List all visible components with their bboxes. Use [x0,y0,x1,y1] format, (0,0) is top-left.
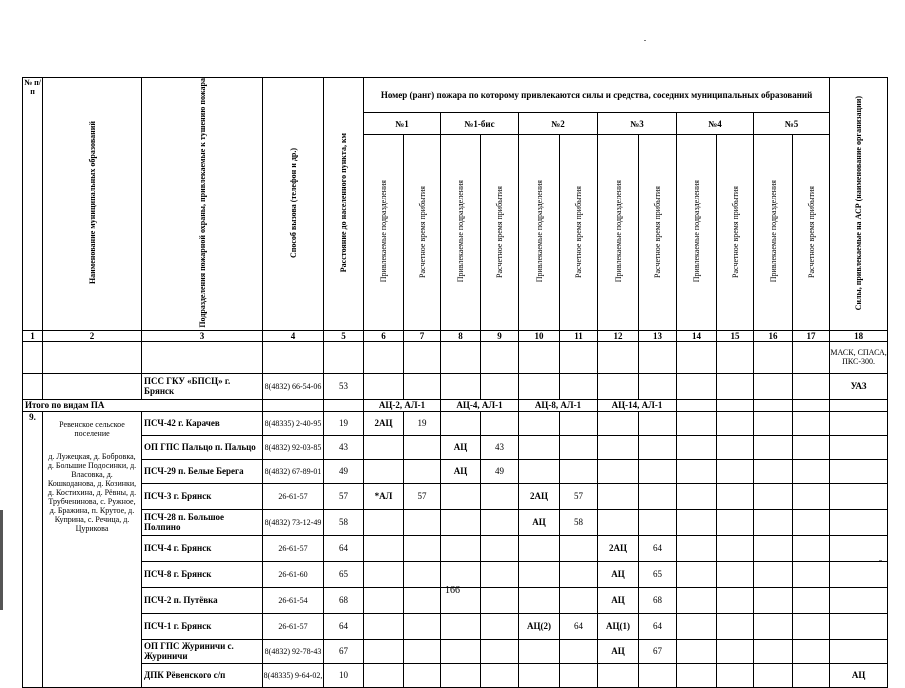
col-number: 8 [441,330,481,341]
header-num: № п/п [23,78,43,331]
header-sub-time: Расчетное время прибытия [404,135,441,330]
col-number: 4 [263,330,324,341]
asr-forces-cell: МАСК, СПАСА, ПКС-300. [830,341,888,373]
unit-phone: 26-61-60 [263,561,324,587]
unit-name: ОП ГПС Журиничи с. Журиничи [142,639,263,663]
unit-name: ПСЧ-28 п. Большое Полпино [142,509,263,535]
col-number: 5 [324,330,364,341]
header-sub-units: Привлекаемые подразделения [677,135,717,330]
unit-phone: 8(48335) 9-64-02, [263,663,324,687]
table-row: ПСЧ-2 п. Путёвка 26-61-54 68 АЦ 68 [23,587,888,613]
unit-name: ОП ГПС Пальцо п. Пальцо [142,435,263,459]
unit-distance: 19 [324,411,364,435]
unit-distance: 67 [324,639,364,663]
header-rank-2: №2 [519,113,598,135]
col-number: 18 [830,330,888,341]
unit-phone: 26-61-57 [263,483,324,509]
header-municipality: Наименование муниципальных образований [43,78,142,331]
table-row: ПСЧ-29 п. Белые Берега 8(4832) 67-89-01 49 АЦ 49 [23,459,888,483]
col-number: 16 [754,330,793,341]
header-units: Подразделения пожарной охраны, привлекаемые к тушению пожара [142,78,263,331]
totals-rank-1bis: АЦ-4, АЛ-1 [441,399,519,411]
unit-distance: 64 [324,613,364,639]
table-row: ПСЧ-28 п. Большое Полпино 8(4832) 73-12-49 58 АЦ 58 [23,509,888,535]
col-number: 14 [677,330,717,341]
unit-name: ПСЧ-3 г. Брянск [142,483,263,509]
unit-distance: 68 [324,587,364,613]
totals-rank-1: АЦ-2, АЛ-1 [364,399,441,411]
unit-phone: 8(4832) 66-54-06 [263,373,324,399]
header-sub-time: Расчетное время прибытия [560,135,598,330]
col-number: 15 [717,330,754,341]
asr-forces-cell: УАЗ [830,373,888,399]
header-sub-time: Расчетное время прибытия [717,135,754,330]
table-row: ПСЧ-3 г. Брянск 26-61-57 57 *АЛ 57 2АЦ 57 [23,483,888,509]
table-row: ПСЧ-1 г. Брянск 26-61-57 64 АЦ(2) 64 АЦ(1) 64 [23,613,888,639]
header-distance: Расстояние до населенного пункта, км [324,78,364,331]
column-number-row [23,330,888,341]
header-call-method: Способ вызова (телефон и др.) [263,78,324,331]
table-row [23,341,888,373]
totals-rank-2: АЦ-8, АЛ-1 [519,399,598,411]
col-number: 6 [364,330,404,341]
unit-distance: 53 [324,373,364,399]
unit-name: ПСЧ-8 г. Брянск [142,561,263,587]
col-number: 2 [43,330,142,341]
header-sub-time: Расчетное время прибытия [639,135,677,330]
unit-phone: 8(4832) 92-78-43 [263,639,324,663]
unit-distance: 49 [324,459,364,483]
table-row: ОП ГПС Пальцо п. Пальцо 8(4832) 92-03-85 43 АЦ 43 [23,435,888,459]
header-sub-units: Привлекаемые подразделения [754,135,793,330]
unit-name: ПСЧ-29 п. Белые Берега [142,459,263,483]
municipality-name: Ревенское сельское поселение [59,419,125,438]
unit-name: ПСЧ-4 г. Брянск [142,535,263,561]
unit-distance: 57 [324,483,364,509]
unit-phone: 26-61-57 [263,613,324,639]
unit-phone: 26-61-57 [263,535,324,561]
section-number: 9. [23,411,43,687]
page-number: 166 [445,585,460,596]
table-row: ОП ГПС Журиничи с. Журиничи 8(4832) 92-78-43 67 АЦ 67 [23,639,888,663]
header-sub-time: Расчетное время прибытия [481,135,519,330]
totals-label: Итого по видам ПА [23,399,263,411]
col-number: 11 [560,330,598,341]
unit-name: ПСЧ-2 п. Путёвка [142,587,263,613]
totals-row [23,399,888,411]
header-rank-5: №5 [754,113,830,135]
col-number: 17 [793,330,830,341]
header-sub-units: Привлекаемые подразделения [364,135,404,330]
header-rank-4: №4 [677,113,754,135]
col-number: 12 [598,330,639,341]
col-number: 7 [404,330,441,341]
header-asr-forces: Силы, привлекаемые на АСР (наименование организации) [830,78,888,331]
col-number: 13 [639,330,677,341]
unit-distance: 65 [324,561,364,587]
col-number: 9 [481,330,519,341]
fire-forces-table [22,77,888,688]
unit-phone: 8(4832) 67-89-01 [263,459,324,483]
municipality-cell [43,411,142,687]
unit-distance: 43 [324,435,364,459]
unit-phone: 26-61-54 [263,587,324,613]
unit-phone: 8(4832) 92-03-85 [263,435,324,459]
unit-name: ПСС ГКУ «БПСЦ» г. Брянск [142,373,263,399]
table-row [23,373,888,399]
settlement-list: д. Лужецкая, д. Бобровка, д. Большие Подосинки, д. Власовка, д. Кошкоданова, д. Козинки, д. Костихина, д. Рёвны, д. Трубчениновa, с. Ружное, д. Бражина, п. Крутое, д. Куприна, с. Речица, д. Цурикова [47,451,137,533]
header-sub-units: Привлекаемые подразделения [519,135,560,330]
totals-rank-3: АЦ-14, АЛ-1 [598,399,677,411]
table-row: ПСЧ-8 г. Брянск 26-61-60 65 АЦ 65 [23,561,888,587]
header-sub-units: Привлекаемые подразделения [441,135,481,330]
unit-distance: 58 [324,509,364,535]
table-row: ДПК Рёвенского с/п 8(48335) 9-64-02, 10 АЦ [23,663,888,687]
unit-distance: 64 [324,535,364,561]
unit-phone: 8(4832) 73-12-49 [263,509,324,535]
col-number: 1 [23,330,43,341]
header-rank-1bis: №1-бис [441,113,519,135]
header-sub-units: Привлекаемые подразделения [598,135,639,330]
header-rank-1: №1 [364,113,441,135]
header-rank-group: Номер (ранг) пожара по которому привлекаются силы и средства, соседних муниципальных образований [364,78,830,113]
unit-name: ПСЧ-42 г. Карачев [142,411,263,435]
table-row: ПСЧ-4 г. Брянск 26-61-57 64 2АЦ 64 [23,535,888,561]
table-row: 9. Ревенское сельское поселение д. Лужецкая, д. Бобровка, д. Большие Подосинки, д. Власовка, д. Кошкоданова, д. Козинки, д. Костихина, д. Рёвны, д. Трубчениновa, с. Ружное, д. Бражина, п. Крутое, д. Куприна, с. Речица, д. Цурикова ПСЧ-42 г. Карачев 8(48335) 2-40-95 19 2АЦ 19 [23,411,888,435]
col-number: 10 [519,330,560,341]
unit-name: ДПК Рёвенского с/п [142,663,263,687]
scan-speck [644,40,646,41]
header-rank-3: №3 [598,113,677,135]
unit-distance: 10 [324,663,364,687]
unit-phone: 8(48335) 2-40-95 [263,411,324,435]
unit-name: ПСЧ-1 г. Брянск [142,613,263,639]
header-sub-time: Расчетное время прибытия [793,135,830,330]
col-number: 3 [142,330,263,341]
